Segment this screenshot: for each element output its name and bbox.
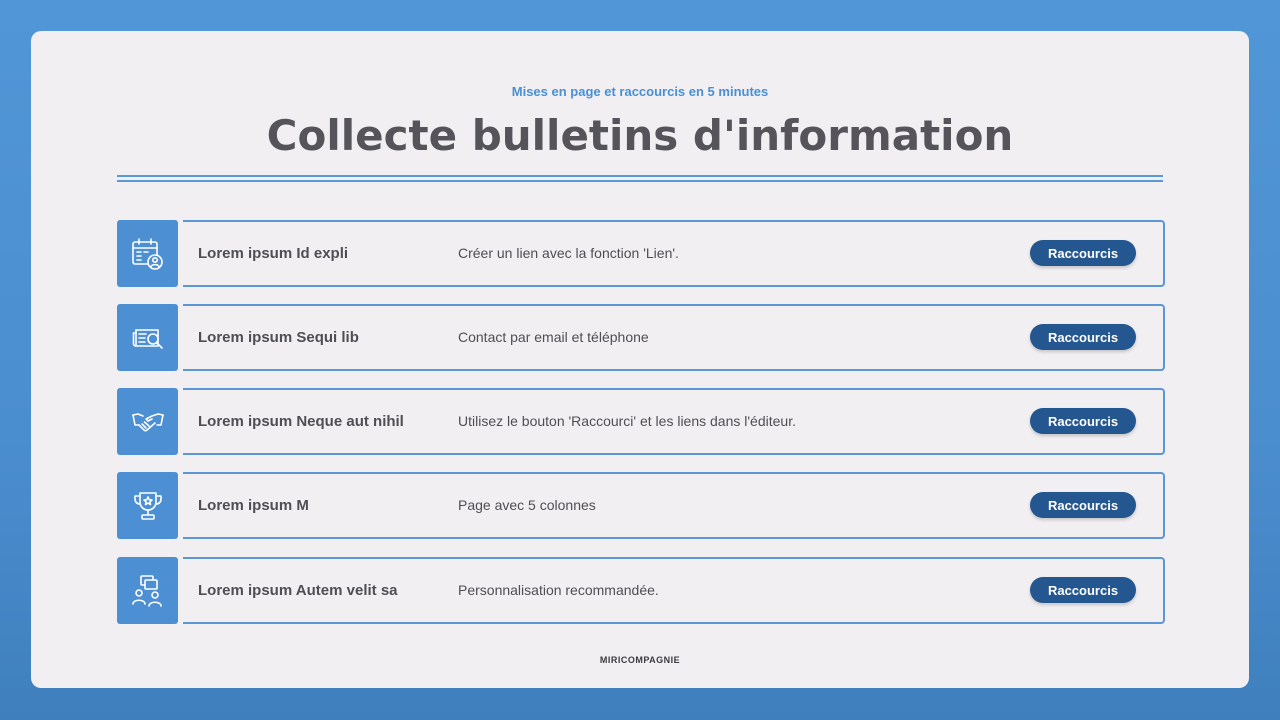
page-subtitle: Mises en page et raccourcis en 5 minutes [511,84,769,99]
raccourcis-button[interactable]: Raccourcis [1030,408,1136,434]
row-description: Page avec 5 colonnes [458,497,596,513]
raccourcis-button[interactable]: Raccourcis [1030,324,1136,350]
row-description: Utilisez le bouton 'Raccourci' et les liens dans l'éditeur. [458,413,796,429]
row-title: Lorem ipsum Id expli [198,245,349,262]
trophy-icon [117,472,178,539]
footer-brand: MIRICOMPAGNIE [599,655,681,665]
slide-card [31,31,1249,688]
title-divider-top [117,175,1163,177]
row-description: Contact par email et téléphone [458,329,649,345]
raccourcis-button[interactable]: Raccourcis [1030,240,1136,266]
row-title: Lorem ipsum Sequi lib [198,329,359,346]
list-item [117,304,1163,371]
raccourcis-button[interactable]: Raccourcis [1030,577,1136,603]
newspaper-search-icon [117,304,178,371]
list-item [117,388,1163,455]
list-item [117,472,1163,539]
row-panel [183,472,1165,539]
list-item [117,557,1163,624]
row-title: Lorem ipsum Neque aut nihil [198,413,404,430]
list-item [117,220,1163,287]
row-title: Lorem ipsum Autem velit sa [198,582,398,599]
page-title: Collecte bulletins d'information [266,111,1014,160]
row-description: Personnalisation recommandée. [458,582,659,598]
handshake-icon [117,388,178,455]
title-divider-bottom [117,180,1163,182]
row-description: Créer un lien avec la fonction 'Lien'. [458,245,679,261]
raccourcis-button[interactable]: Raccourcis [1030,492,1136,518]
team-chat-icon [117,557,178,624]
row-title: Lorem ipsum M [198,497,309,514]
calendar-user-icon [117,220,178,287]
